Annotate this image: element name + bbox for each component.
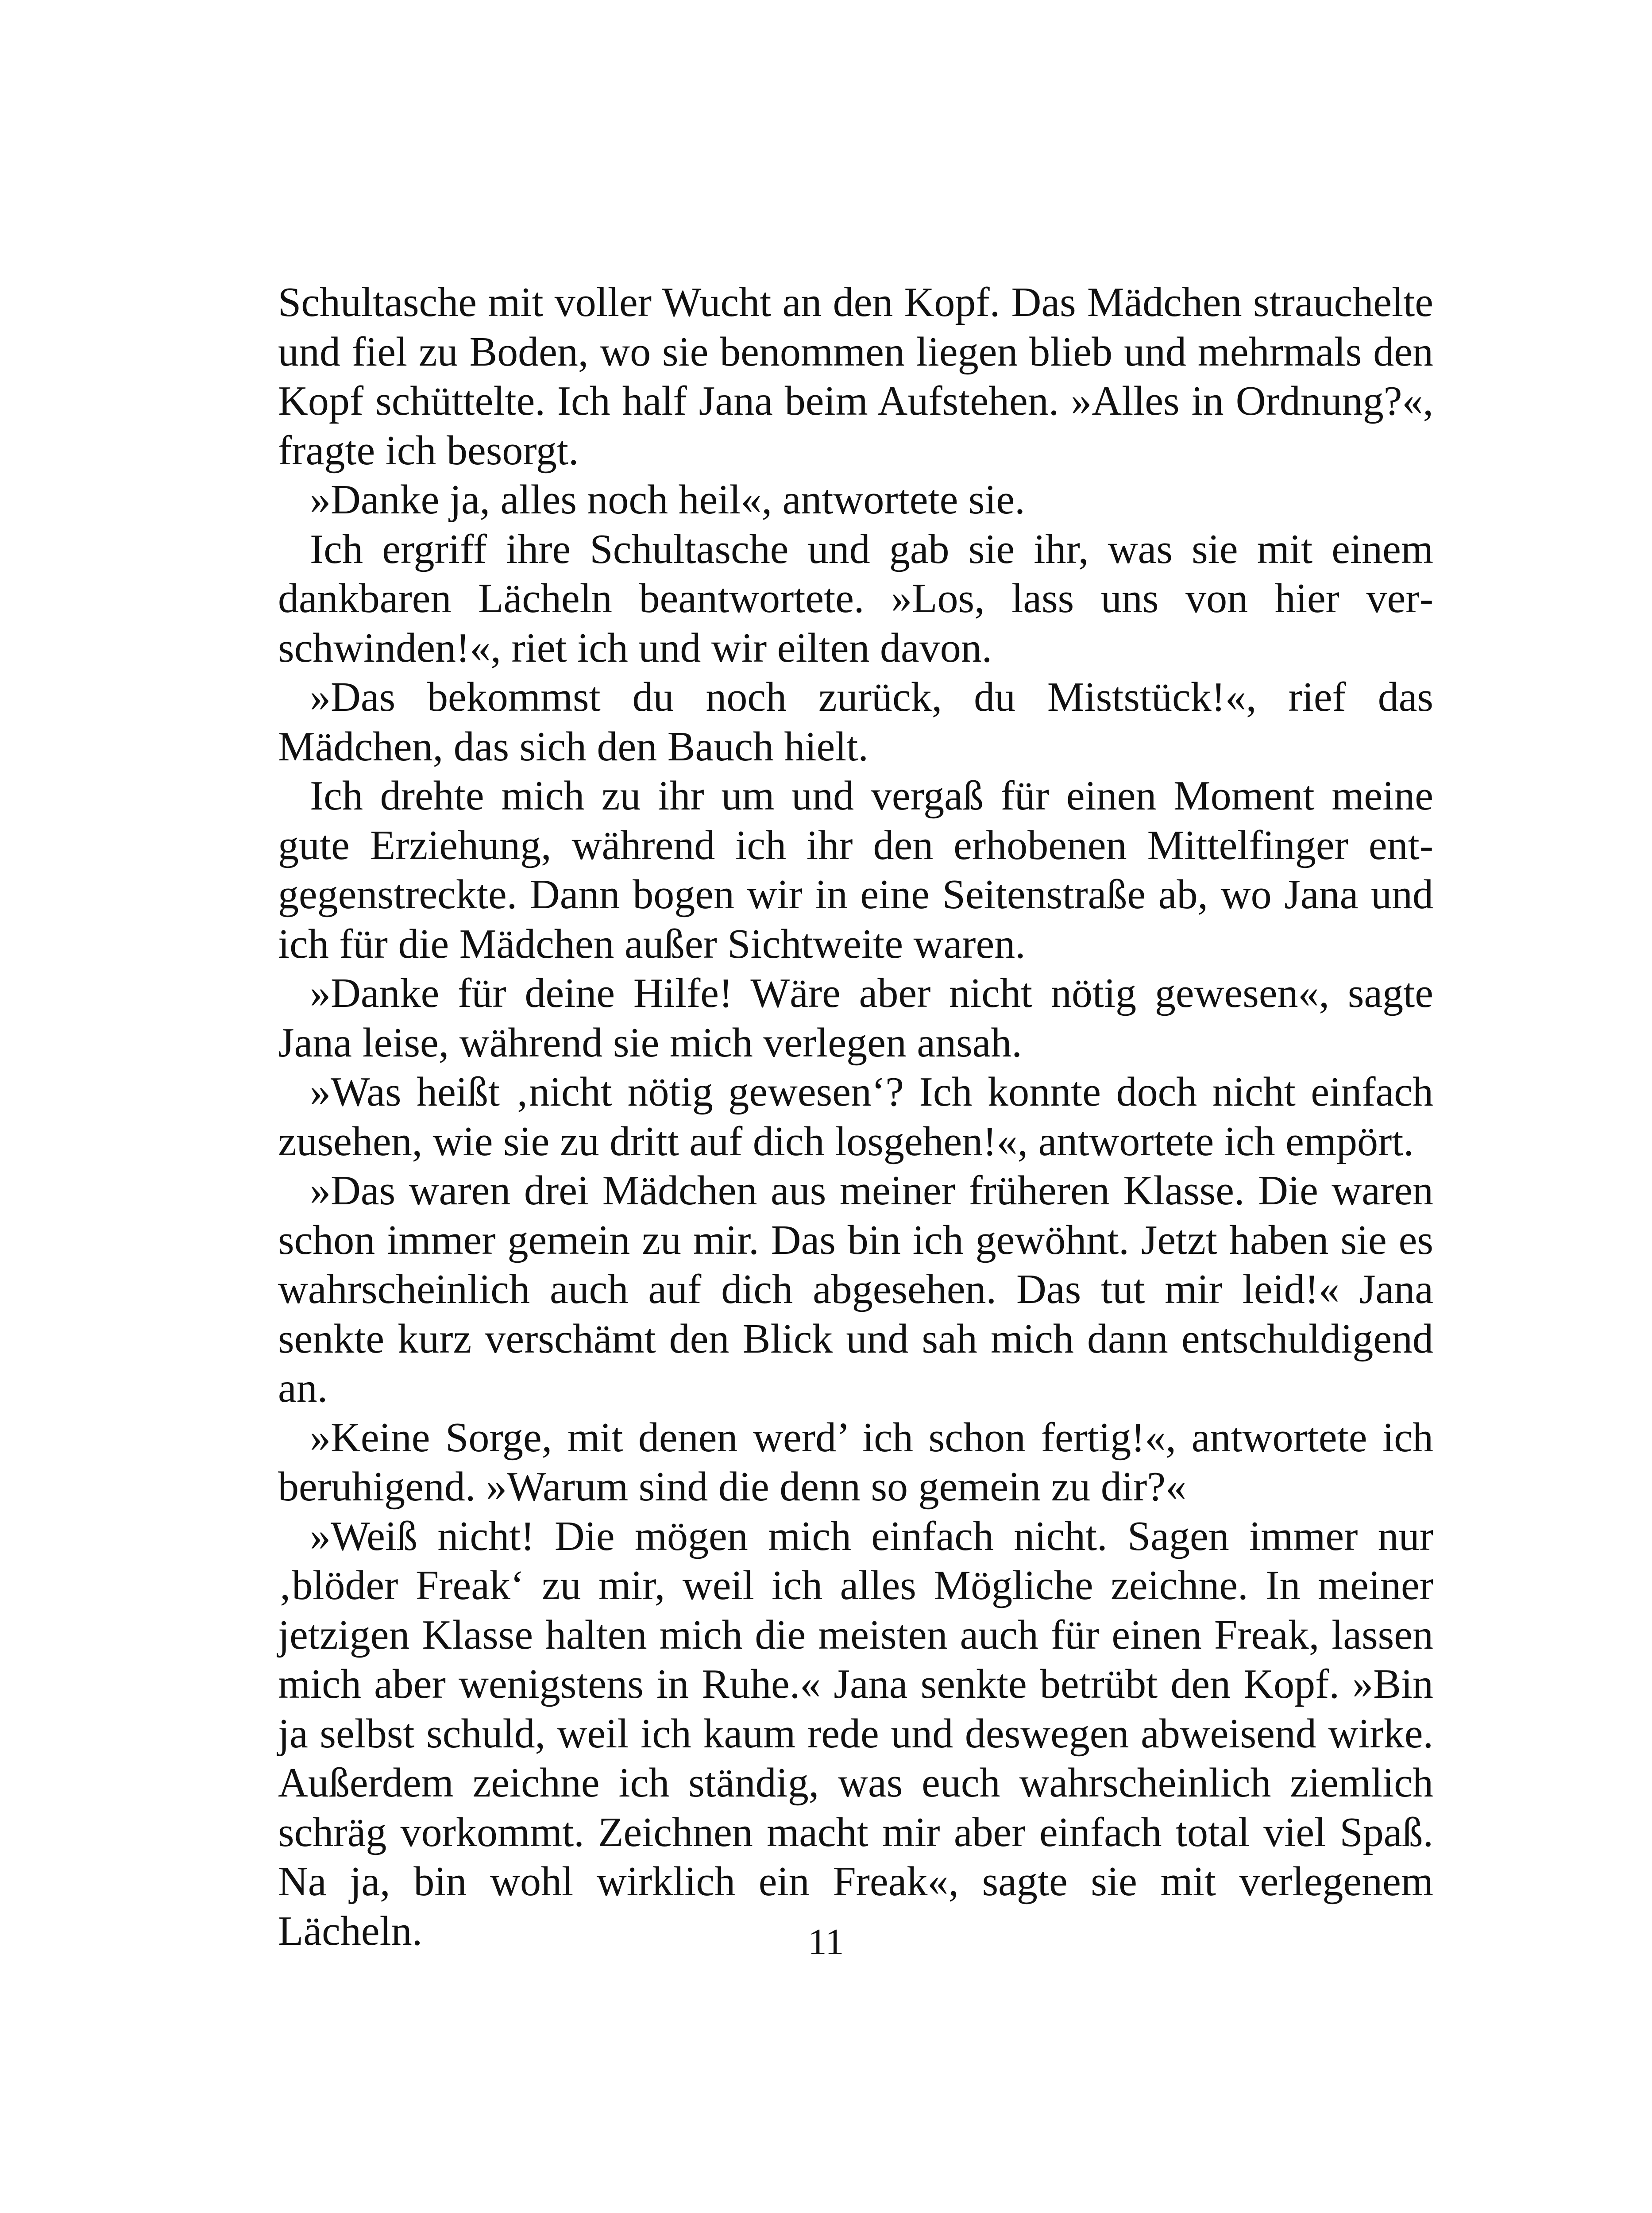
paragraph: Ich drehte mich zu ihr um und vergaß für einen Moment meine gute Erziehung, während ich ihr den erhobenen Mittelfinger entgegenstreckte. Dann bogen wir in eine Seitenstraße ab, wo Jana und ich für die Mädchen außer Sichtweite waren.	[278, 773, 1433, 967]
paragraph: »Das bekommst du noch zurück, du Miststück!«, rief das Mädchen, das sich den Bauch hielt.	[278, 674, 1433, 770]
page-number: 11	[808, 1921, 844, 1962]
paragraph: Ich ergriff ihre Schultasche und gab sie ihr, was sie mit einem dankbaren Lächeln beantwortete. »Los, lass uns von hier verschwinden!«, riet ich und wir eilten davon.	[278, 526, 1433, 671]
paragraph: »Das waren drei Mädchen aus meiner früheren Klasse. Die waren schon immer gemein zu mir. Das bin ich gewöhnt. Jetzt haben sie es wahrscheinlich auch auf dich abgesehen. Das tut mir leid!« Jana senkte kurz verschämt den Blick und sah mich dann entschuldigend an.	[278, 1168, 1433, 1411]
paragraph: »Danke für deine Hilfe! Wäre aber nicht nötig gewesen«, sagte Jana leise, während sie mich verlegen ansah.	[278, 970, 1433, 1066]
paragraph: Schultasche mit voller Wucht an den Kopf. Das Mädchen strauchelte und fiel zu Boden, wo sie benommen liegen blieb und mehrmals den Kopf schüttelte. Ich half Jana beim Aufstehen. »Alles in Ordnung?«, fragte ich besorgt.	[278, 279, 1433, 474]
paragraph: »Weiß nicht! Die mögen mich einfach nicht. Sagen immer nur ‚blöder Freak‘ zu mir, weil ich alles Mögliche zeichne. In meiner jetzigen Klasse halten mich die meisten auch für einen Freak, lassen mich aber wenigstens in Ruhe.« Jana senkte betrübt den Kopf. »Bin ja selbst schuld, weil ich kaum rede und deswegen abweisend wirke. Außerdem zeichne ich ständig, was euch wahrscheinlich ziemlich schräg vorkommt. Zeichnen macht mir aber einfach total viel Spaß. Na ja, bin wohl wirklich ein Freak«, sagte sie mit verlegenem Lächeln.	[278, 1513, 1433, 1954]
body-text	[278, 278, 1433, 1956]
paragraph: »Danke ja, alles noch heil«, antwortete sie.	[310, 477, 1025, 523]
paragraph: »Keine Sorge, mit denen werd’ ich schon fertig!«, antwortete ich beruhigend. »Warum sind die denn so gemein zu dir?«	[278, 1414, 1433, 1510]
paragraph: »Was heißt ‚nicht nötig gewesen‘? Ich konnte doch nicht einfach zusehen, wie sie zu dritt auf dich losgehen!«, antwortete ich empört.	[278, 1069, 1433, 1164]
